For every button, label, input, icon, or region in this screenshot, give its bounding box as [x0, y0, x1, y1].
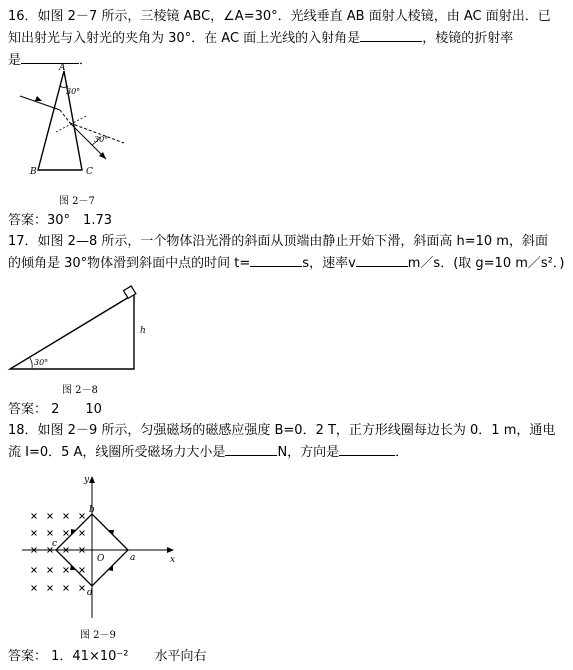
q17-blank-time[interactable]: [250, 252, 302, 267]
prism-triangle: [38, 71, 82, 170]
q18-text: [8, 420, 566, 463]
q17-line2c: m／s．(取 g=10 m／s²．): [407, 256, 565, 271]
current-arrow-icon-lower-left: [70, 565, 76, 570]
q17-line1: 17．如图 2—8 所示，一个物体沿光滑的斜面从顶端由静止开始下滑，斜面高 h=10 m，斜面: [8, 234, 548, 249]
label-origin-o: O: [97, 554, 105, 564]
label-point-d: d: [87, 588, 93, 598]
label-vertex-b: B: [30, 167, 37, 177]
incline-triangle: [10, 294, 134, 369]
figure-2-8-incline: [8, 258, 148, 373]
label-axis-y: y: [84, 475, 90, 485]
q17-blank-speed[interactable]: [356, 252, 408, 267]
normal-line-dashed: [56, 116, 86, 132]
current-arrow-icon-upper-left: [71, 529, 76, 535]
figure-2-7-prism: [20, 63, 140, 177]
q17-figure-caption: 图 2－8: [62, 385, 98, 396]
q16-figure-caption: 图 2－7: [59, 196, 95, 207]
q17-line2: 的倾角是 30°物体滑到斜面中点的时间 t=: [8, 256, 251, 271]
label-point-b: b: [89, 505, 95, 515]
q16-line2b: ，棱镜的折射率: [422, 31, 514, 46]
incident-ray-arrow-icon: [35, 96, 42, 101]
incline-angle-arc: [29, 357, 32, 369]
q16-answer: 答案：30° 1.73: [8, 213, 112, 228]
q16-line2: 知出射光与入射光的夹角为 30°．在 AC 面上光线的入射角是: [8, 31, 361, 46]
q16-line1: 16．如图 2－7 所示，三棱镜 ABC，∠A=30°．光线垂直 AB 面射人棱镜，由 AC 面射出．已: [8, 9, 551, 24]
label-angle-top: 30°: [66, 87, 81, 96]
q18-line2: 流 I=0．5 A，线圈所受磁场力大小是: [8, 445, 226, 460]
q18-line1: 18．如图 2－9 所示，匀强磁场的磁感应强度 B=0．2 T，正方形线圈每边长为 0．1 m，通电: [8, 423, 556, 438]
q18-answer: 答案： 1．41×10⁻² 水平向右: [8, 649, 207, 664]
q17-line2b: s，速率v: [302, 256, 356, 271]
label-angle-out: 30°: [94, 135, 109, 144]
x-axis-arrow-icon: [167, 547, 174, 553]
current-arrow-icon-upper-right: [108, 530, 114, 535]
q18-blank-direction[interactable]: [339, 441, 395, 456]
y-axis-arrow-icon: [89, 476, 95, 483]
q17-answer: 答案： 2 10: [8, 402, 102, 417]
q16-blank-incidence-angle[interactable]: [360, 27, 422, 42]
label-axis-x: x: [170, 555, 176, 565]
q16-line3b: ．: [79, 53, 93, 68]
label-vertex-c: C: [86, 167, 93, 177]
q16-text: [8, 6, 566, 71]
label-height-h: h: [140, 326, 146, 336]
q18-figure-caption: 图 2－9: [80, 630, 116, 641]
label-point-c: c: [52, 539, 58, 549]
label-vertex-a: A: [59, 63, 66, 73]
q18-line2c: ．: [395, 445, 409, 460]
q18-blank-force[interactable]: [225, 441, 277, 456]
q16-blank-refractive-index[interactable]: [21, 49, 79, 64]
q16-line3: 是: [8, 53, 22, 68]
incident-ray: [20, 96, 60, 110]
q18-line2b: N，方向是: [277, 445, 340, 460]
label-point-a: a: [130, 553, 136, 563]
label-incline-angle: 30°: [34, 358, 49, 367]
ray-inside-prism: [60, 110, 70, 123]
figure-2-9-magnetic-field: [18, 472, 183, 622]
current-arrow-icon-lower-right: [108, 565, 113, 571]
